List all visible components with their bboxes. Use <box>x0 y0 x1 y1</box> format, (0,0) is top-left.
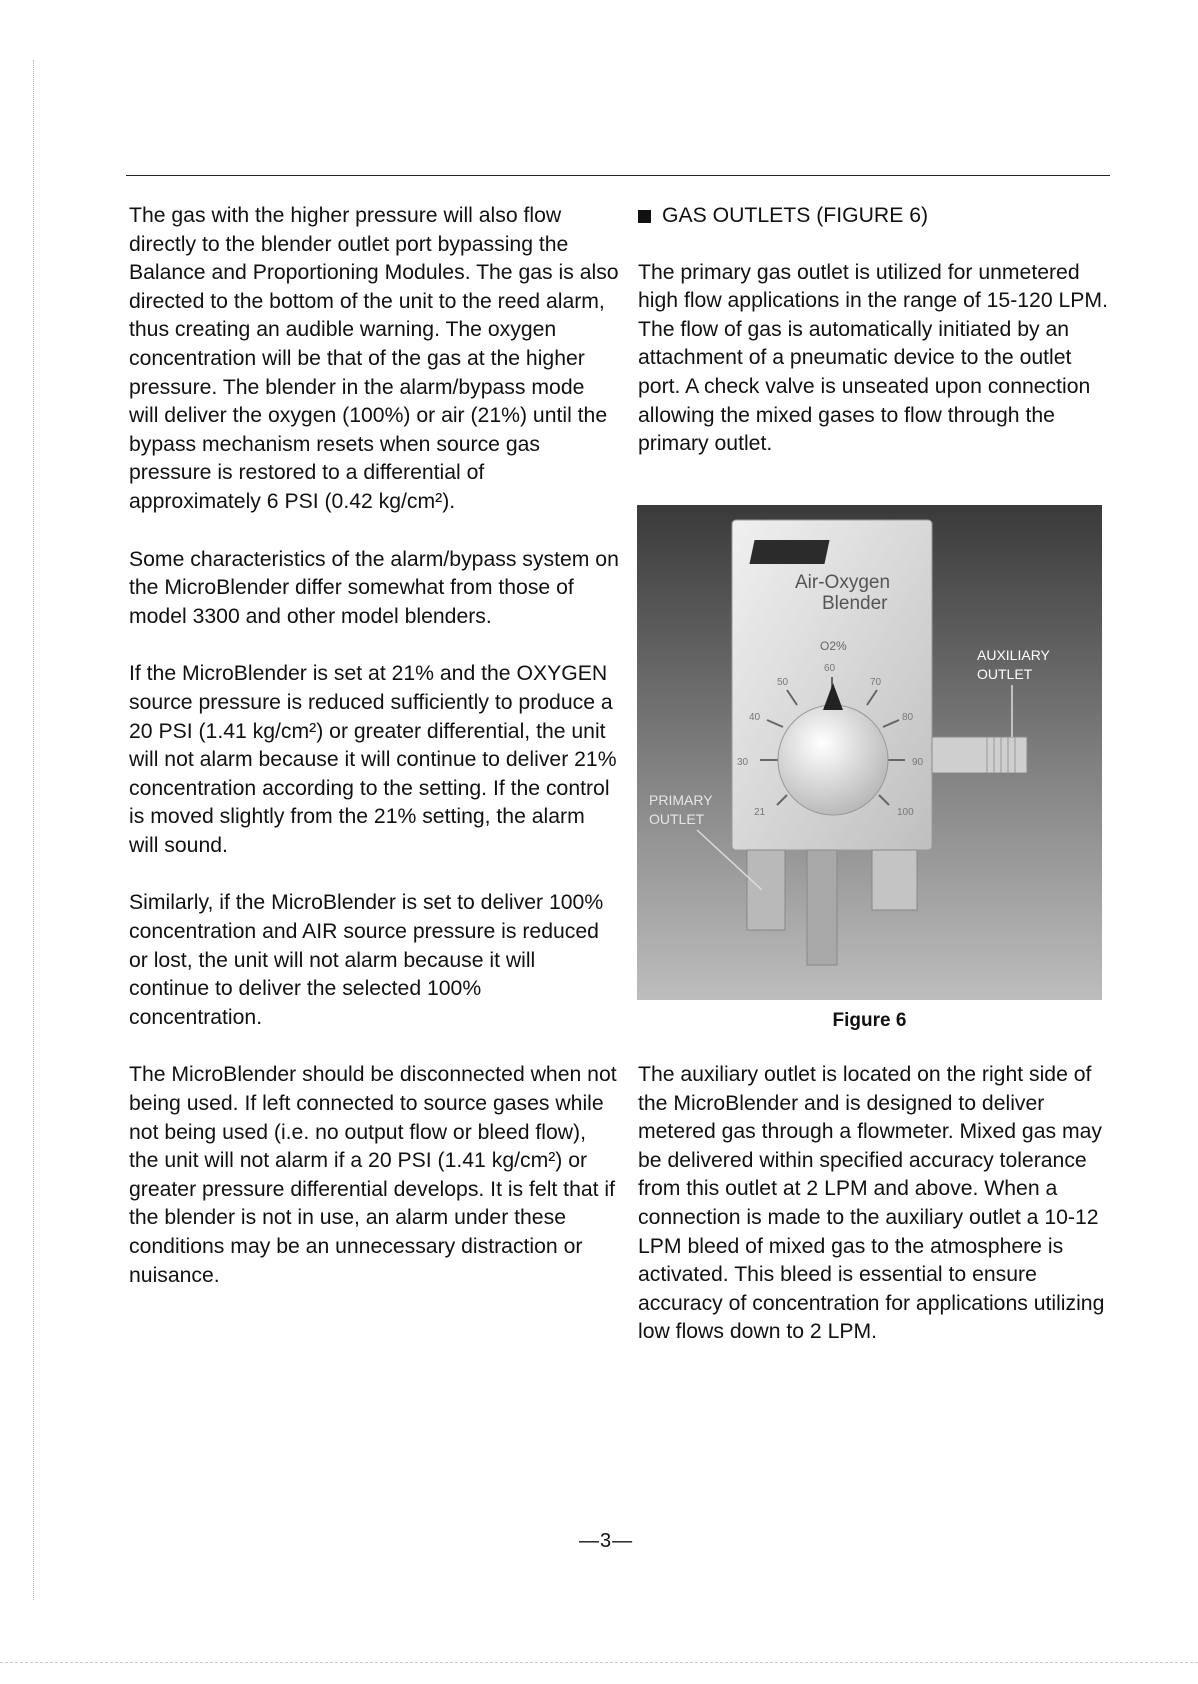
dial-mark: 50 <box>777 677 789 688</box>
header-rule <box>126 175 1110 176</box>
auxiliary-label-line2: OUTLET <box>977 666 1033 682</box>
auxiliary-label-line1: AUXILIARY <box>977 647 1050 663</box>
paragraph-auxiliary-outlet: The auxiliary outlet is located on the right side of the MicroBlender and is designed to deliver metered gas through a flowmeter. Mixed gas may be delivered within specified accuracy tolerance from this outlet at 2 LPM and above. When a connection is made to the auxiliary outlet a 10-12 LPM bleed of mixed gas to the atmosphere is activated. This bleed is essential to ensure accuracy of concentration for applications utilizing low flows down to 2 LPM. <box>638 1063 1105 1344</box>
dial-mark: 30 <box>737 757 749 768</box>
inlet-fitting-left <box>807 850 837 965</box>
dial-mark: 90 <box>912 757 924 768</box>
section-heading-text: GAS OUTLETS (FIGURE 6) <box>662 204 929 227</box>
binding-margin-marks <box>33 60 42 1600</box>
paragraph-21-percent: If the MicroBlender is set at 21% and the OXYGEN source pressure is reduced sufficiently to produce a 20 PSI (1.41 kg/cm²) or greater differential, the unit will not alarm because it will continue to deliver 21% concentration according to the setting. If the control is moved slightly from the 21% setting, the alarm will sound. <box>129 662 617 857</box>
paragraph-characteristics: Some characteristics of the alarm/bypass system on the MicroBlender differ somewhat from those of model 3300 and other model blenders. <box>129 547 619 628</box>
figure-6-photo <box>637 505 1102 1000</box>
device-name-line2: Blender <box>822 593 888 614</box>
left-column <box>129 202 619 1319</box>
blender-illustration <box>637 505 1102 1000</box>
paragraph-disconnect: The MicroBlender should be disconnected when not being used. If left connected to source gases while not being used (i.e. no output flow or bleed flow), the unit will not alarm if a 20 PSI (1.41 kg/cm²) or greater pressure differential develops. It is felt that if the blender is not in use, an alarm under these conditions may be an unnecessary distraction or nuisance. <box>129 1063 617 1287</box>
right-column <box>638 202 1108 488</box>
dial-mark: 21 <box>754 807 766 818</box>
concentration-knob <box>778 705 888 815</box>
auxiliary-outlet-fitting <box>932 737 1027 773</box>
paragraph-primary-outlet: The primary gas outlet is utilized for unmetered high flow applications in the range of 15-120 LPM. The flow of gas is automatically initiated by an attachment of a pneumatic device to the outlet port. A check valve is unseated upon connection allowing the mixed gases to flow through the primary outlet. <box>638 260 1108 456</box>
square-bullet-icon <box>638 210 651 223</box>
dial-mark: 60 <box>824 663 836 674</box>
figure-caption: Figure 6 <box>832 1010 907 1031</box>
primary-label-line2: OUTLET <box>649 811 705 827</box>
dial-unit-label: O2% <box>820 639 847 653</box>
page-number: —3— <box>579 1530 634 1552</box>
dial-mark: 100 <box>897 807 914 818</box>
section-heading <box>638 202 1108 231</box>
dial-mark: 80 <box>902 712 914 723</box>
device-name-line1: Air-Oxygen <box>795 572 891 593</box>
page-bottom-edge <box>0 1662 1198 1663</box>
paragraph-100-percent: Similarly, if the MicroBlender is set to deliver 100% concentration and AIR source pressure is reduced or lost, the unit will not alarm because it will continue to deliver the selected 100% concentration. <box>129 891 604 1029</box>
primary-outlet-fitting <box>747 850 785 930</box>
dial-mark: 70 <box>870 677 882 688</box>
dial-mark: 40 <box>749 712 761 723</box>
brand-logo-icon <box>749 540 829 564</box>
paragraph-bypass: The gas with the higher pressure will also flow directly to the blender outlet port bypassing the Balance and Proportioning Modules. The gas is also directed to the bottom of the unit to the reed alarm, thus creating an audible warning. The oxygen concentration will be that of the gas at the higher pressure. The blender in the alarm/bypass mode will deliver the oxygen (100%) or air (21%) until the bypass mechanism resets when source gas pressure is restored to a differential of approximately 6 PSI (0.42 kg/cm²). <box>129 204 619 513</box>
primary-label-line1: PRIMARY <box>649 792 713 808</box>
inlet-fitting-right <box>872 850 917 910</box>
